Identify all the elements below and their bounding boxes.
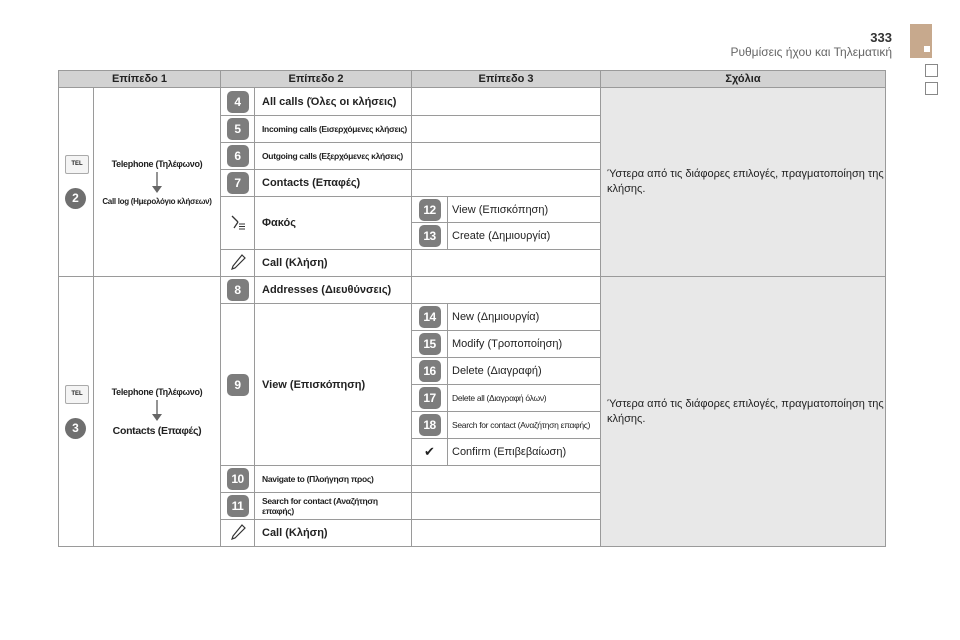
level-3-item: View (Επισκόπηση) bbox=[448, 197, 601, 223]
badge-cell bbox=[412, 331, 448, 358]
chapter-tab bbox=[910, 24, 932, 58]
badge-cell bbox=[221, 116, 255, 143]
step-badge: 4 bbox=[227, 91, 249, 113]
arrow-down-icon bbox=[150, 172, 164, 194]
level-1-label-top: Telephone (Τηλέφωνο) bbox=[111, 158, 203, 169]
menu-table bbox=[58, 70, 886, 547]
level-3-empty bbox=[412, 520, 601, 547]
step-badge: 6 bbox=[227, 145, 249, 167]
page-number: 333 bbox=[870, 30, 892, 45]
step-badge: 12 bbox=[419, 199, 441, 221]
handset-icon bbox=[228, 522, 248, 542]
level-3-item: Search for contact (Αναζήτηση επαφής) bbox=[448, 412, 601, 439]
tel-icon: TEL bbox=[65, 155, 89, 174]
step-badge: 16 bbox=[419, 360, 441, 382]
step-badge: 14 bbox=[419, 306, 441, 328]
level-3-empty bbox=[412, 116, 601, 143]
group-number-badge: 2 bbox=[65, 188, 86, 209]
step-badge: 15 bbox=[419, 333, 441, 355]
level-2-item: Call (Κλήση) bbox=[255, 520, 412, 547]
group-number-badge: 3 bbox=[65, 418, 86, 439]
step-badge: 10 bbox=[227, 468, 249, 490]
badge-cell bbox=[221, 493, 255, 520]
level-3-empty bbox=[412, 466, 601, 493]
handset-icon bbox=[228, 252, 248, 272]
section-title: Ρυθμίσεις ήχου και Τηλεματική bbox=[730, 45, 892, 59]
badge-cell bbox=[412, 197, 448, 223]
level-2-item: Outgoing calls (Εξερχόμενες κλήσεις) bbox=[255, 143, 412, 170]
level-2-item: Search for contact (Αναζήτηση επαφής) bbox=[255, 493, 412, 520]
badge-cell bbox=[412, 304, 448, 331]
level-3-item: Delete all (Διαγραφή όλων) bbox=[448, 385, 601, 412]
level-3-item: New (Δημιουργία) bbox=[448, 304, 601, 331]
group-1-icon-cell bbox=[59, 88, 94, 277]
group-2-label-cell bbox=[94, 277, 221, 547]
step-badge: 17 bbox=[419, 387, 441, 409]
level-3-empty bbox=[412, 250, 601, 277]
step-badge: 9 bbox=[227, 374, 249, 396]
level-3-empty bbox=[412, 493, 601, 520]
level-3-empty bbox=[412, 88, 601, 116]
level-3-item: Confirm (Επιβεβαίωση) bbox=[448, 439, 601, 466]
table-header-row bbox=[59, 71, 886, 88]
level-3-empty bbox=[412, 170, 601, 197]
level-2-item: All calls (Όλες οι κλήσεις) bbox=[255, 88, 412, 116]
badge-cell bbox=[221, 88, 255, 116]
chapter-tab-empty-2 bbox=[925, 82, 938, 95]
chapter-tab-marker bbox=[924, 46, 930, 52]
level-2-item: Navigate to (Πλοήγηση προς) bbox=[255, 466, 412, 493]
table-row bbox=[59, 277, 886, 304]
badge-cell bbox=[412, 358, 448, 385]
header-comments: Σχόλια bbox=[601, 71, 886, 88]
header-level-3: Επίπεδο 3 bbox=[412, 71, 601, 88]
level-2-item: View (Επισκόπηση) bbox=[255, 304, 412, 466]
badge-cell bbox=[221, 466, 255, 493]
level-2-item: Addresses (Διευθύνσεις) bbox=[255, 277, 412, 304]
level-3-empty bbox=[412, 143, 601, 170]
arrow-down-icon bbox=[150, 400, 164, 422]
badge-cell bbox=[412, 412, 448, 439]
badge-cell bbox=[412, 223, 448, 250]
badge-cell bbox=[412, 439, 448, 466]
step-badge: 18 bbox=[419, 414, 441, 436]
step-badge: 7 bbox=[227, 172, 249, 194]
comment-cell: Ύστερα από τις διάφορες επιλογές, πραγματοποίηση της κλήσης. bbox=[601, 88, 886, 277]
level-2-item: Contacts (Επαφές) bbox=[255, 170, 412, 197]
level-2-item: Φακός bbox=[255, 197, 412, 250]
level-1-label-bottom: Contacts (Επαφές) bbox=[112, 424, 202, 437]
badge-cell bbox=[221, 250, 255, 277]
level-3-item: Delete (Διαγραφή) bbox=[448, 358, 601, 385]
step-badge: 13 bbox=[419, 225, 441, 247]
level-2-item: Incoming calls (Εισερχόμενες κλήσεις) bbox=[255, 116, 412, 143]
badge-cell bbox=[221, 520, 255, 547]
badge-cell bbox=[221, 197, 255, 250]
level-1-label-top: Telephone (Τηλέφωνο) bbox=[111, 386, 203, 397]
badge-cell bbox=[221, 170, 255, 197]
level-3-empty bbox=[412, 277, 601, 304]
header-level-2: Επίπεδο 2 bbox=[221, 71, 412, 88]
badge-cell bbox=[221, 143, 255, 170]
badge-cell bbox=[412, 385, 448, 412]
step-badge: 8 bbox=[227, 279, 249, 301]
folder-list-icon bbox=[228, 212, 248, 232]
step-badge: 5 bbox=[227, 118, 249, 140]
group-1-label-cell bbox=[94, 88, 221, 277]
table-row bbox=[59, 88, 886, 116]
level-3-item: Modify (Τροποποίηση) bbox=[448, 331, 601, 358]
level-1-label-bottom: Call log (Ημερολόγιο κλήσεων) bbox=[102, 196, 212, 206]
tel-icon: TEL bbox=[65, 385, 89, 404]
chapter-tab-empty-1 bbox=[925, 64, 938, 77]
badge-cell bbox=[221, 277, 255, 304]
checkmark-icon: ✔ bbox=[424, 444, 435, 459]
level-2-item: Call (Κλήση) bbox=[255, 250, 412, 277]
header-level-1: Επίπεδο 1 bbox=[59, 71, 221, 88]
badge-cell bbox=[221, 304, 255, 466]
comment-cell: Ύστερα από τις διάφορες επιλογές, πραγματοποίηση της κλήσης. bbox=[601, 277, 886, 547]
group-2-icon-cell bbox=[59, 277, 94, 547]
level-3-item: Create (Δημιουργία) bbox=[448, 223, 601, 250]
step-badge: 11 bbox=[227, 495, 249, 517]
